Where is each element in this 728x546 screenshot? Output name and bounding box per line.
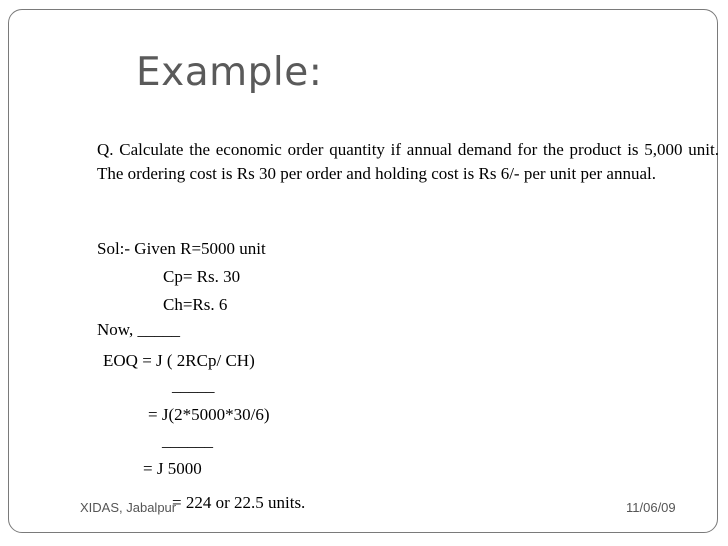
result-line: = 224 or 22.5 units. <box>172 493 306 512</box>
sqrt-bar-1: _____ <box>172 376 215 395</box>
ch-line: Ch=Rs. 6 <box>163 295 228 314</box>
step-1: = J(2*5000*30/6) <box>148 405 270 424</box>
solution-given-line: Sol:- Given R=5000 unit <box>97 239 266 258</box>
slide-border <box>8 9 718 533</box>
sqrt-bar-2: ______ <box>162 431 213 450</box>
footer-institution: XIDAS, Jabalpur <box>80 500 177 515</box>
footer-date: 11/06/09 <box>626 500 676 515</box>
eoq-formula: EOQ = J ( 2RCp/ CH) <box>103 351 255 370</box>
step-2: = J 5000 <box>143 459 202 478</box>
slide-title: Example: <box>136 50 323 95</box>
cp-line: Cp= Rs. 30 <box>163 267 241 286</box>
question-text: Q. Calculate the economic order quantity if annual demand for the product is 5,000 unit. The ordering cost is Rs 30 per order and holding cost is Rs 6/- per unit per annual. <box>97 140 719 183</box>
now-line: Now, _____ <box>97 320 180 339</box>
